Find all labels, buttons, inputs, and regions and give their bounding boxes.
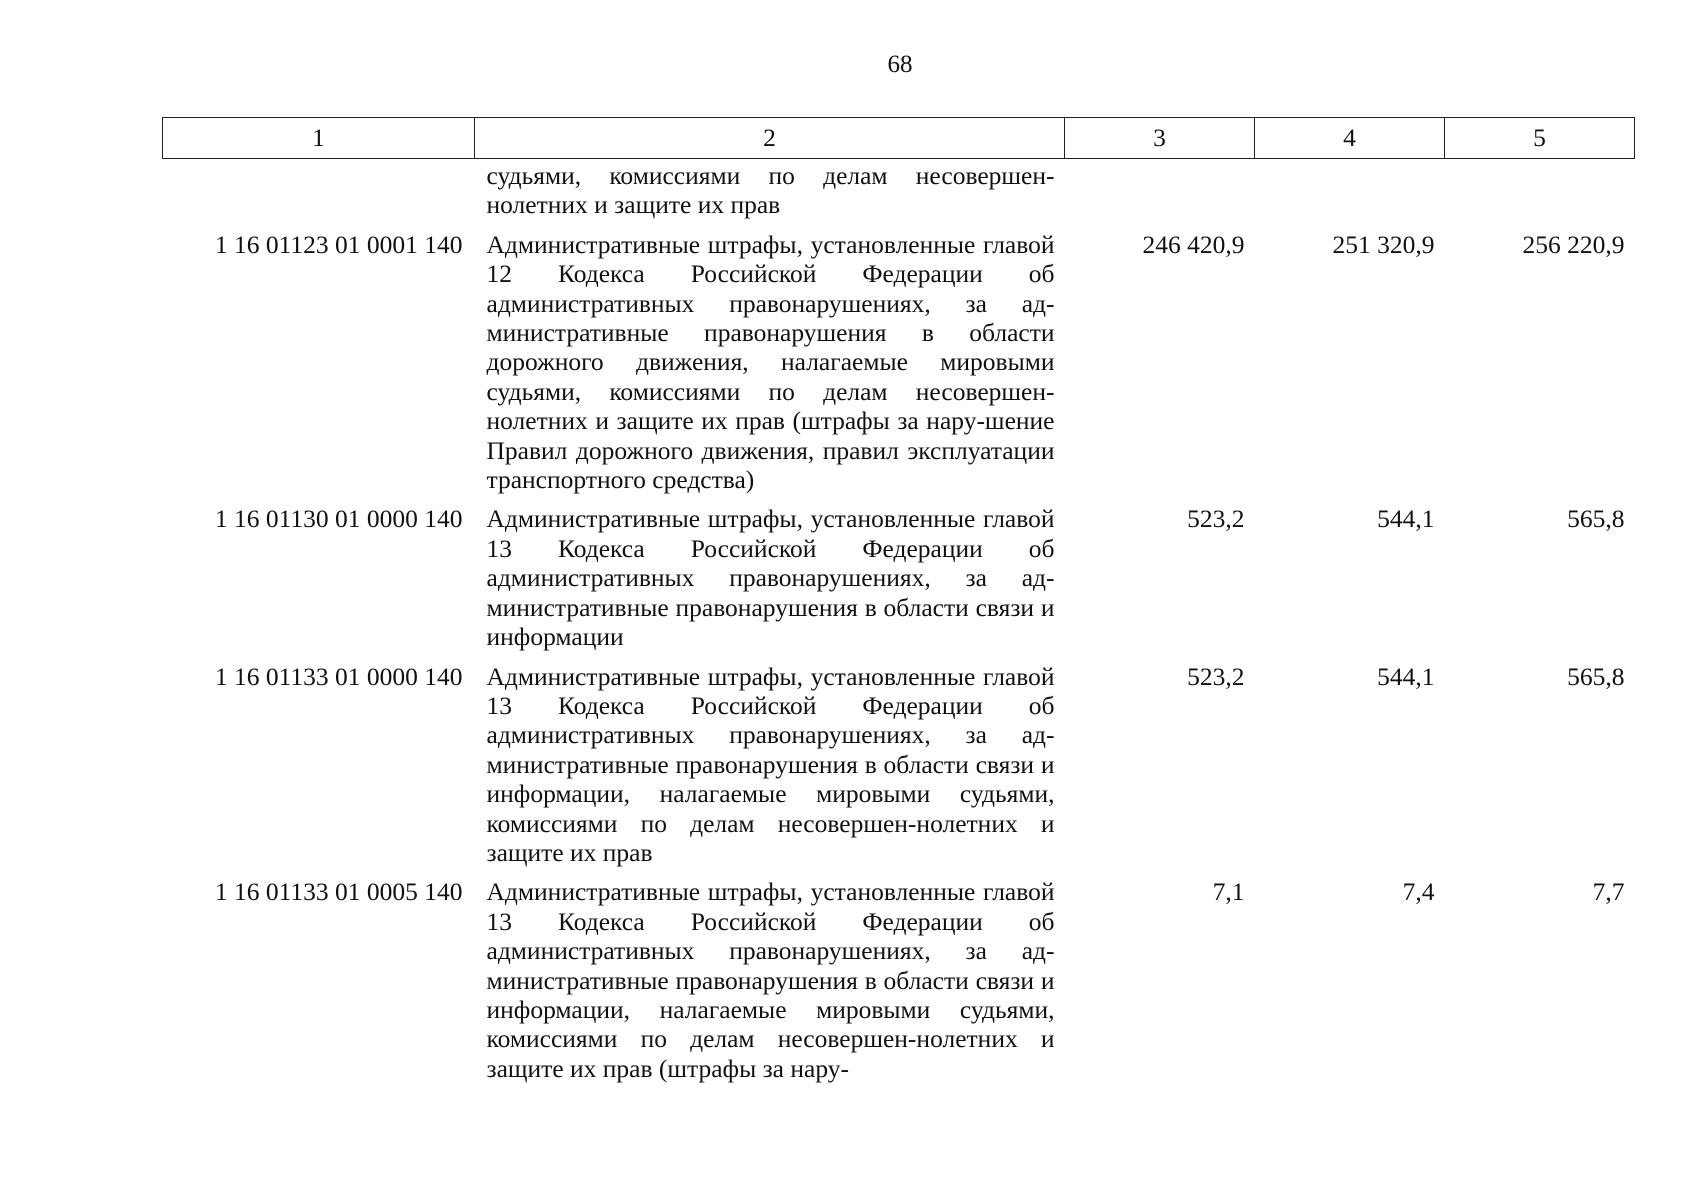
row-description: Административные штрафы, установленные главой 13 Кодекса Российской Федерации об административных правонарушениях, за ад-министративные правонарушения в области связи и информации, налагаемые мировыми судьями, комиссиями по делам несовершен-нолетних и защите их прав	[486, 661, 1055, 867]
row-value-col5: 565,8	[1567, 661, 1625, 691]
row-value-col5: 256 220,9	[1522, 229, 1625, 259]
table-header	[163, 118, 1635, 159]
row-value-col5	[1445, 159, 1635, 230]
column-header-5: 5	[1445, 118, 1635, 159]
table-row	[163, 230, 1635, 505]
table-row	[163, 159, 1635, 230]
row-code: 1 16 01133 01 0005 140	[214, 877, 463, 907]
row-value-col4	[1255, 159, 1445, 230]
header-row	[163, 118, 1635, 159]
row-value-col4: 544,1	[1377, 661, 1435, 691]
row-description: Административные штрафы, установленные главой 12 Кодекса Российской Федерации об административных правонарушениях, за ад-министративные правонарушения в области дорожного движения, налагаемые мировыми судьями, комиссиями по делам несовершен-нолетних и защите их прав (штрафы за нару-шение Правил дорожного движения, правил эксплуатации транспортного средства)	[486, 229, 1055, 495]
row-value-col5: 7,7	[1592, 877, 1625, 907]
row-code: 1 16 01130 01 0000 140	[214, 504, 463, 534]
row-value-col3: 7,1	[1212, 877, 1245, 907]
row-value-col4: 544,1	[1377, 504, 1435, 534]
row-value-col5: 565,8	[1567, 504, 1625, 534]
row-value-col3	[1065, 159, 1255, 230]
column-header-4: 4	[1255, 118, 1445, 159]
row-description: судьями, комиссиями по делам несовершен-нолетних и защите их прав	[486, 161, 1055, 220]
table-row	[163, 662, 1635, 878]
column-header-2: 2	[475, 118, 1065, 159]
row-code	[163, 159, 475, 230]
page-number: 68	[887, 51, 913, 78]
revenue-table	[162, 117, 1635, 1093]
table-row	[163, 877, 1635, 1093]
row-description: Административные штрафы, установленные главой 13 Кодекса Российской Федерации об административных правонарушениях, за ад-министративные правонарушения в области связи и информации	[486, 504, 1055, 652]
row-value-col3: 246 420,9	[1142, 229, 1245, 259]
row-value-col4: 7,4	[1402, 877, 1435, 907]
row-description: Административные штрафы, установленные главой 13 Кодекса Российской Федерации об административных правонарушениях, за ад-министративные правонарушения в области связи и информации, налагаемые мировыми судьями, комиссиями по делам несовершен-нолетних и защите их прав (штрафы за нару-	[486, 877, 1055, 1083]
row-value-col3: 523,2	[1187, 504, 1245, 534]
row-code: 1 16 01123 01 0001 140	[214, 229, 463, 259]
column-header-1: 1	[163, 118, 475, 159]
row-code: 1 16 01133 01 0000 140	[214, 661, 463, 691]
row-value-col4: 251 320,9	[1332, 229, 1435, 259]
column-header-3: 3	[1065, 118, 1255, 159]
table-body	[163, 159, 1635, 1094]
table-row	[163, 504, 1635, 661]
row-value-col3: 523,2	[1187, 661, 1245, 691]
